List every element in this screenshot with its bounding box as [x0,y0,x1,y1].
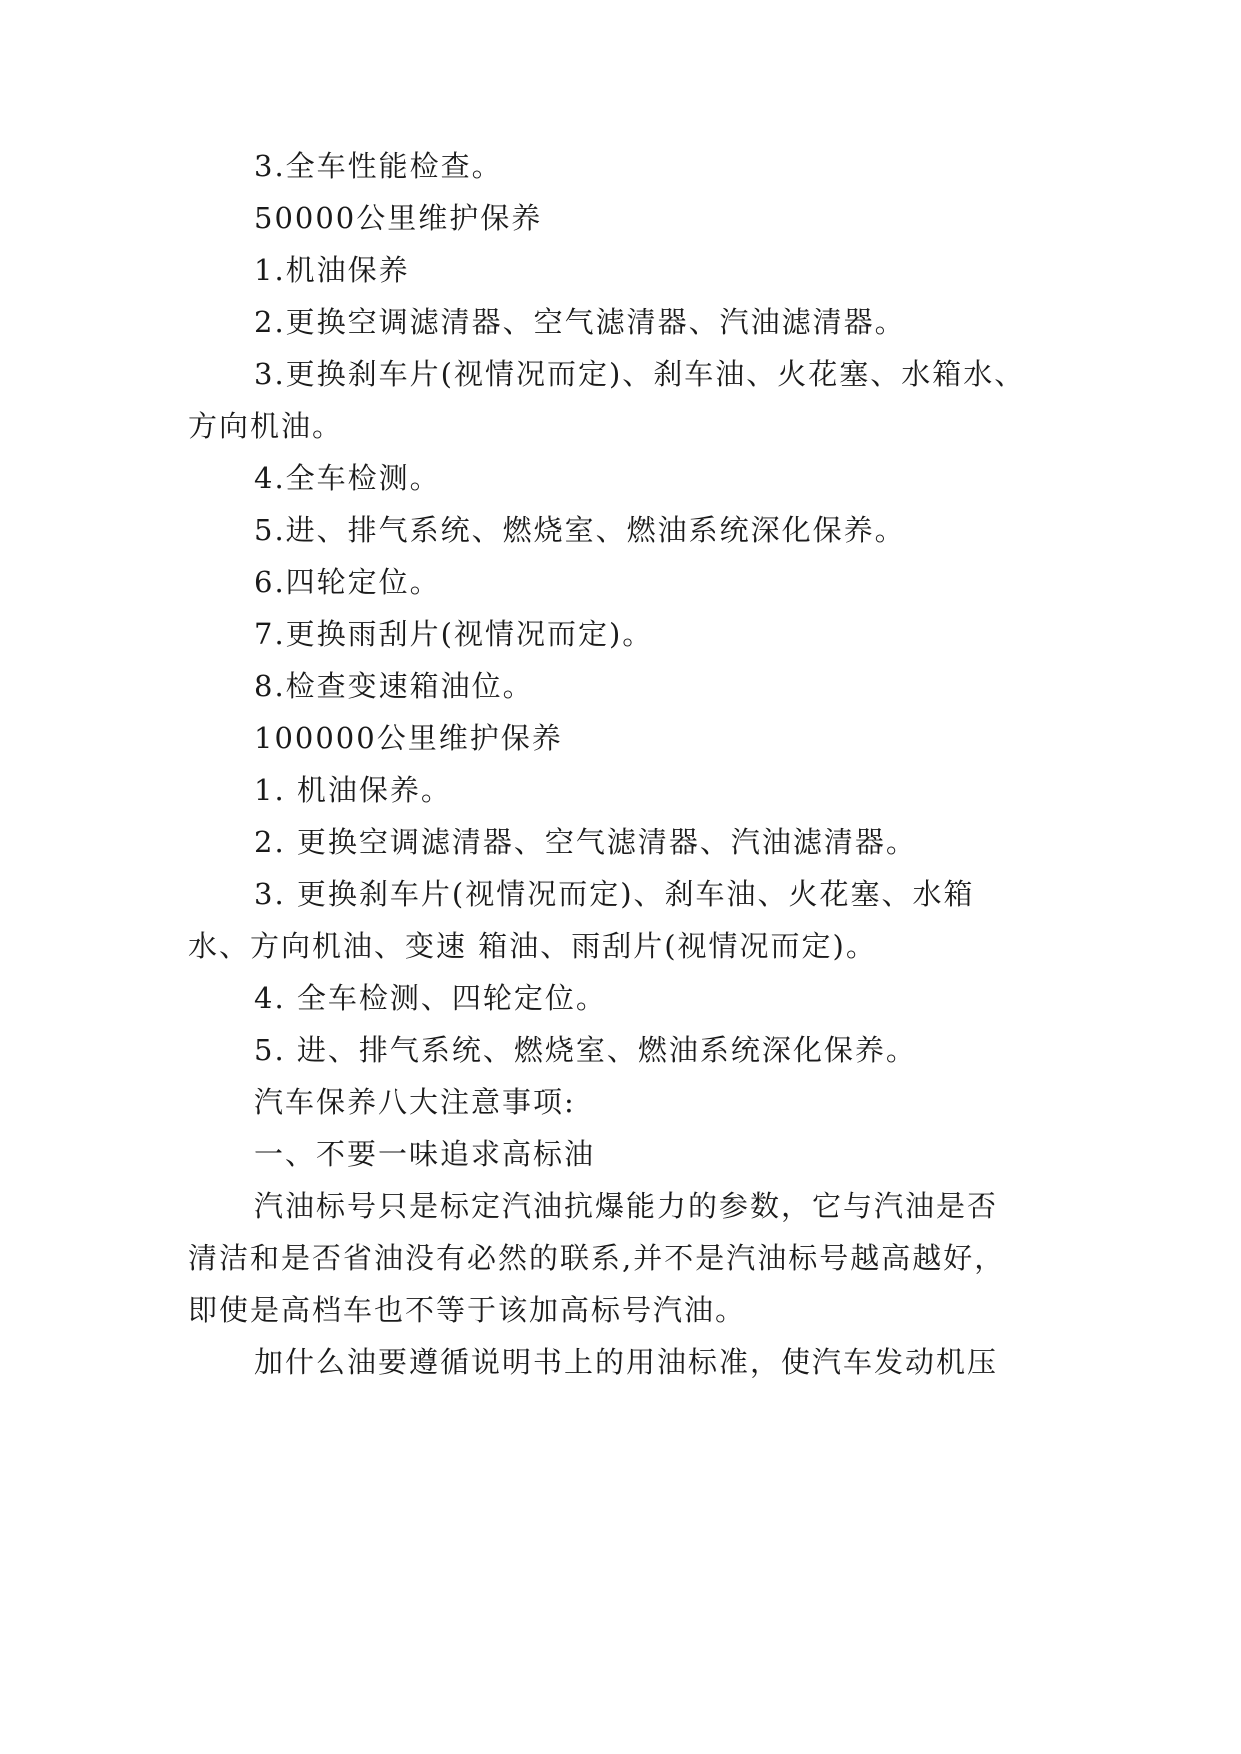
text-line: 4. 全车检测、四轮定位。 [254,981,607,1015]
text-line: 3. 更换刹车片(视情况而定)、刹车油、火花塞、水箱 [254,877,975,911]
text-line: 5.进、排气系统、燃烧室、燃油系统深化保养。 [254,513,906,547]
paragraph-line: 即使是高档车也不等于该加高标号汽油。 [188,1293,747,1327]
text-line: 5. 进、排气系统、燃烧室、燃油系统深化保养。 [254,1033,917,1067]
text-line: 6.四轮定位。 [254,565,441,599]
text-line: 2. 更换空调滤清器、空气滤清器、汽油滤清器。 [254,825,917,859]
text-line: 1.机油保养 [254,253,410,287]
text-line: 7.更换雨刮片(视情况而定)。 [254,617,654,651]
text-line: 3.全车性能检查。 [254,149,503,183]
text-line: 水、方向机油、变速 箱油、雨刮片(视情况而定)。 [188,929,877,963]
paragraph-line: 加什么油要遵循说明书上的用油标准，使汽车发动机压 [254,1345,999,1379]
section-heading: 100000公里维护保养 [254,721,563,755]
text-line: 2.更换空调滤清器、空气滤清器、汽油滤清器。 [254,305,906,339]
section-heading: 50000公里维护保养 [254,201,543,235]
text-line: 3.更换刹车片(视情况而定)、刹车油、火花塞、水箱水、 [254,357,1026,391]
text-line: 方向机油。 [188,409,344,443]
text-line: 4.全车检测。 [254,461,441,495]
paragraph-line: 清洁和是否省油没有必然的联系,并不是汽油标号越高越好， [188,1241,1006,1275]
paragraph-line: 汽油标号只是标定汽油抗爆能力的参数，它与汽油是否 [254,1189,999,1223]
text-line: 1. 机油保养。 [254,773,452,807]
text-line: 8.检查变速箱油位。 [254,669,534,703]
section-heading: 汽车保养八大注意事项: [254,1085,576,1119]
subsection-heading: 一、不要一味追求高标油 [254,1137,596,1171]
